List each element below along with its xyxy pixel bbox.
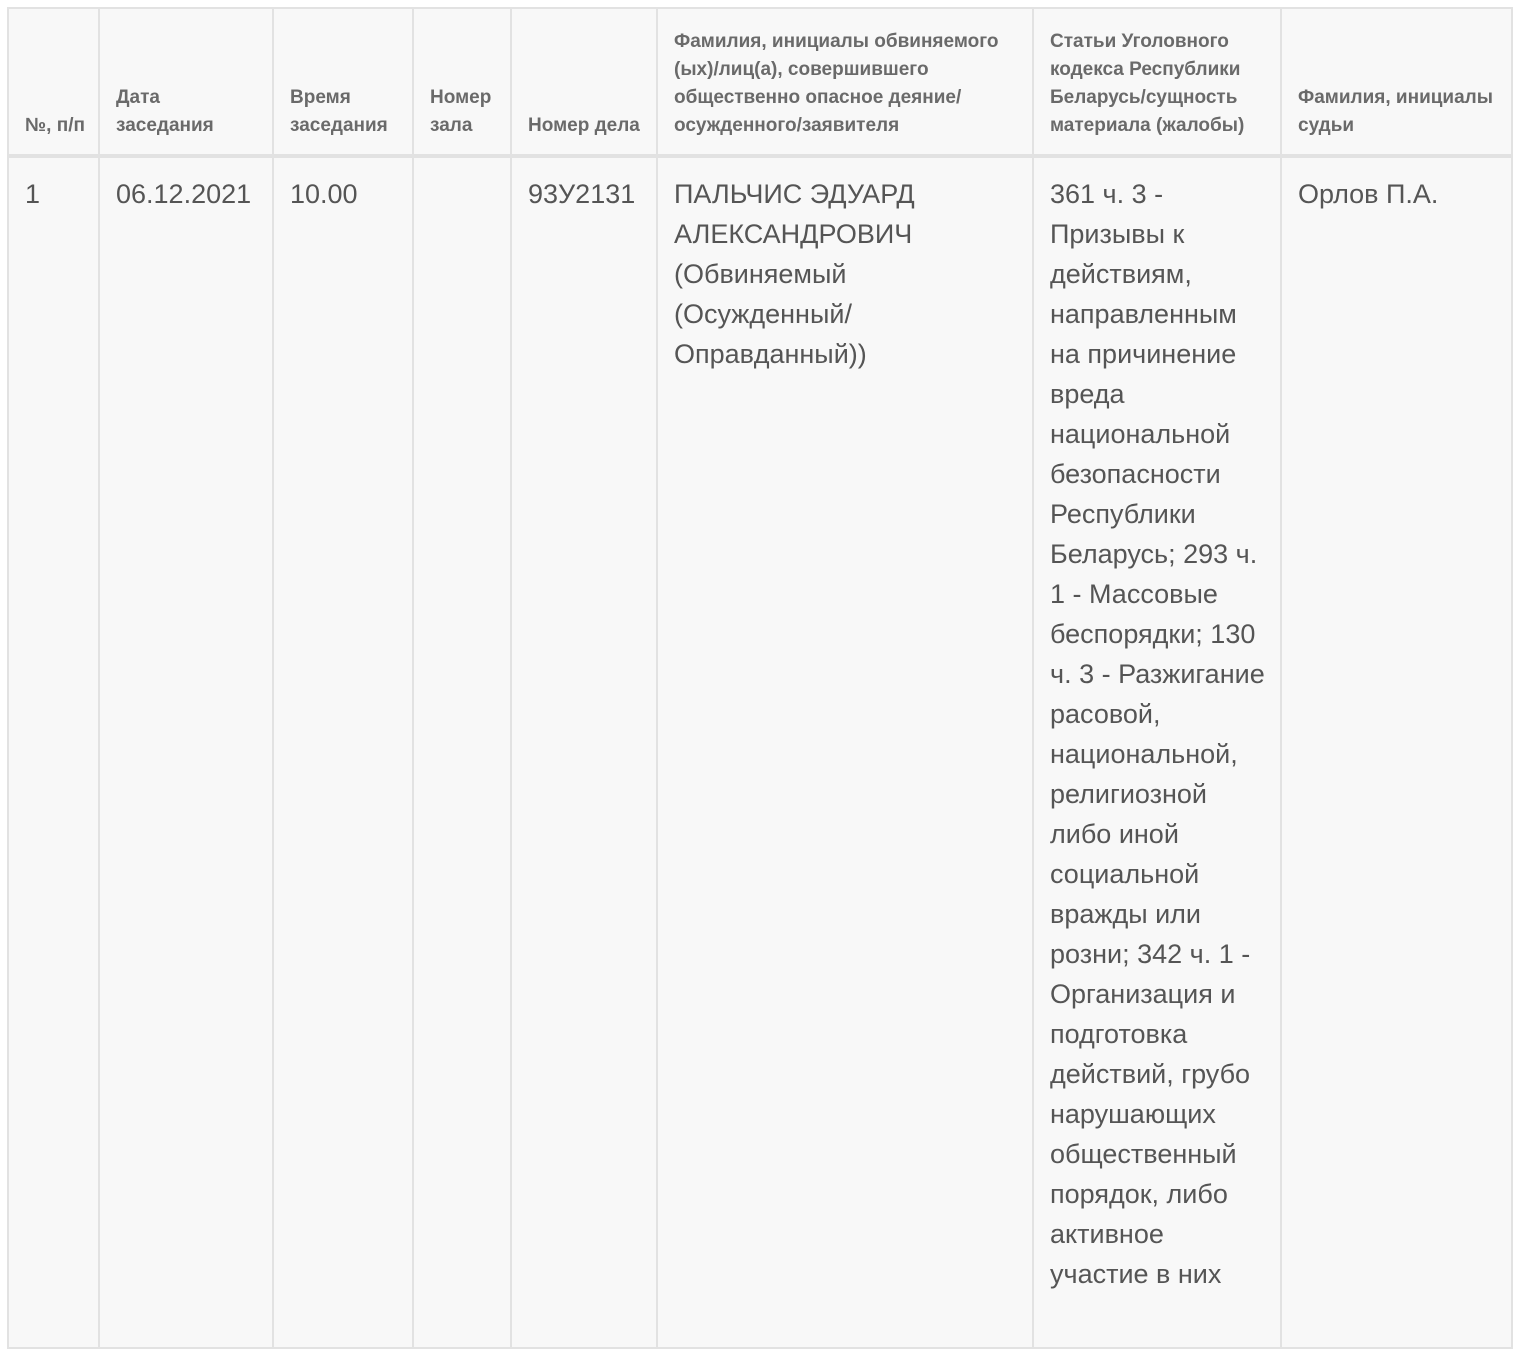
header-case-number: Номер дела [511,9,657,156]
cell-number: 1 [9,156,99,1347]
header-number: №, п/п [9,9,99,156]
cell-articles: 361 ч. 3 - Призывы к действиям, направленным на причинение вреда национальной безопасности Республики Беларусь; 293 ч. 1 - Массовые беспорядки; 130 ч. 3 - Разжигание расовой, национальной, религиозной либо иной социальной вражды или розни; 342 ч. 1 - Организация и подготовка действий, грубо нарушающих общественный порядок, либо активное участие в них [1033,156,1281,1347]
cell-hall [413,156,511,1347]
court-schedule-table-container [7,7,1513,1349]
table-header [9,9,1511,156]
cell-time: 10.00 [273,156,413,1347]
table-body [9,156,1511,1347]
header-defendant-name: Фамилия, инициалы обвиняемого (ых)/лиц(а), совершившего общественно опасное деяние/ осужденного/заявителя [657,9,1033,156]
court-schedule-table [9,9,1511,1347]
header-judge: Фамилия, инициалы судьи [1281,9,1511,156]
header-articles: Статьи Уголовного кодекса Республики Беларусь/сущность материала (жалобы) [1033,9,1281,156]
header-row [9,9,1511,156]
header-date: Дата заседания [99,9,273,156]
table-row [9,156,1511,1347]
header-time: Время заседания [273,9,413,156]
cell-date: 06.12.2021 [99,156,273,1347]
cell-defendant-name: ПАЛЬЧИС ЭДУАРД АЛЕКСАНДРОВИЧ (Обвиняемый (Осужденный/ Оправданный)) [657,156,1033,1347]
cell-case-number: 93У2131 [511,156,657,1347]
header-hall: Номер зала [413,9,511,156]
cell-judge: Орлов П.А. [1281,156,1511,1347]
